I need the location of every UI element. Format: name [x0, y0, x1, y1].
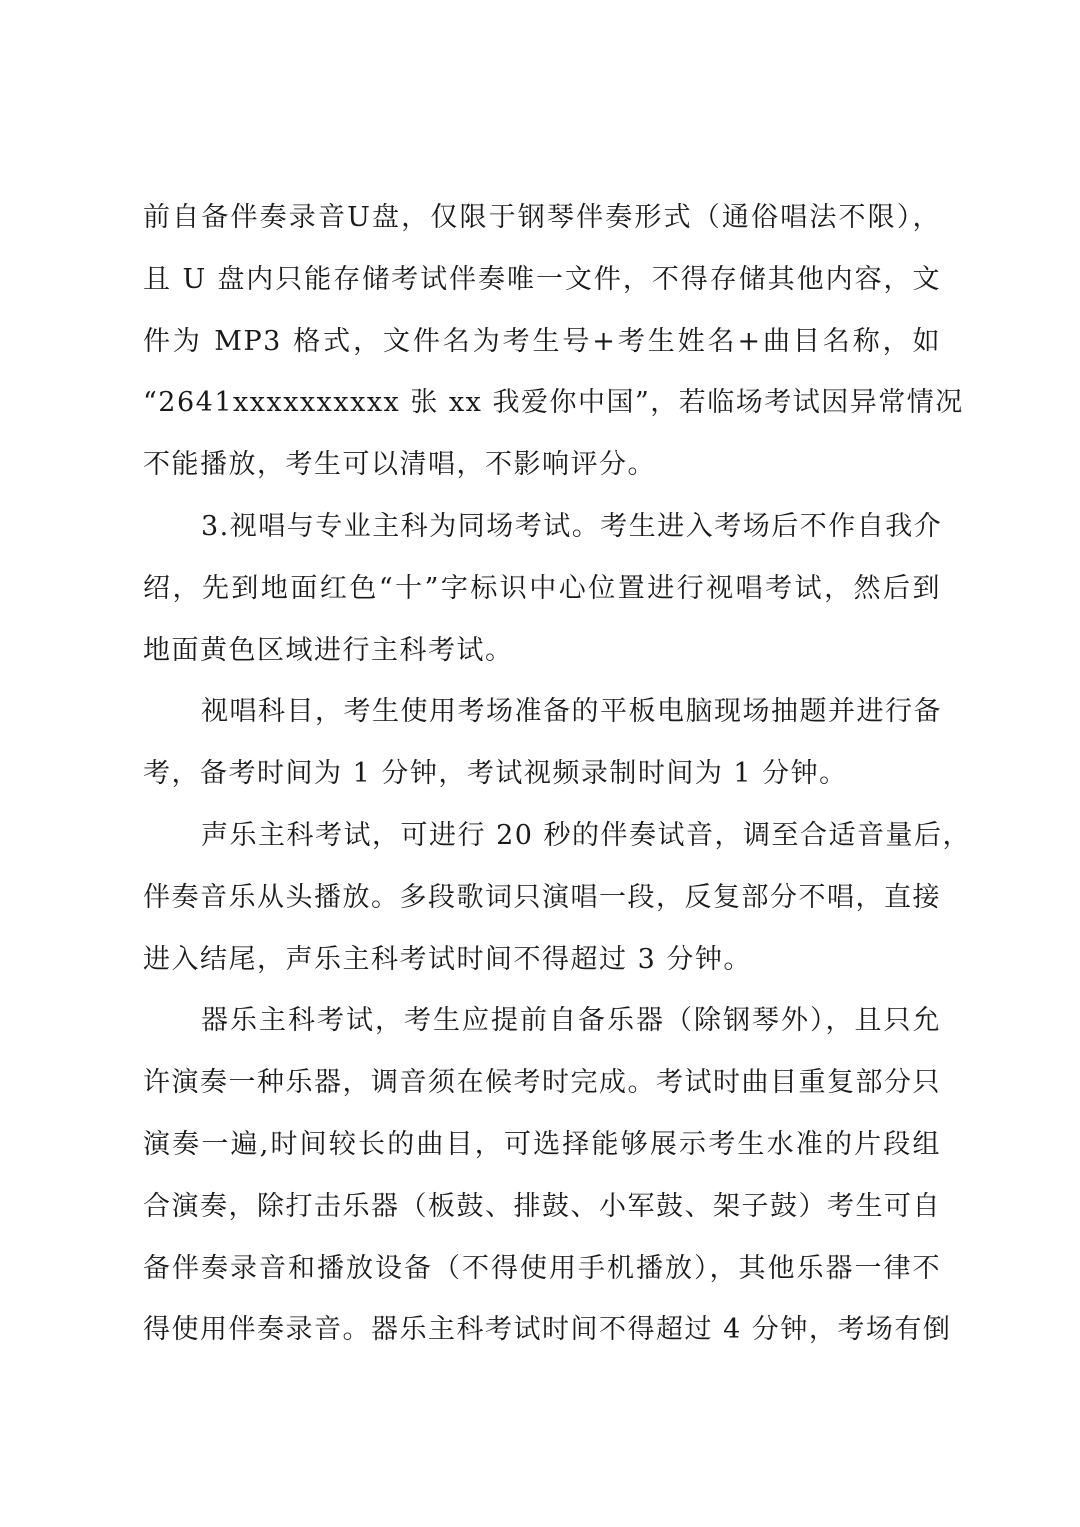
paragraph-sight-singing-same-session — [143, 496, 941, 681]
text-line: 且 U 盘内只能存储考试伴奏唯一文件，不得存储其他内容，文 — [143, 263, 941, 295]
text-line: 器乐主科考试，考生应提前自备乐器（除钢琴外），且只允 — [201, 1005, 941, 1037]
text-line: 视唱科目，考生使用考场准备的平板电脑现场抽题并进行备 — [201, 696, 942, 728]
paragraph-instrumental-major — [143, 990, 952, 1361]
text-line: 绍，先到地面红色“十”字标识中心位置进行视唱考试，然后到 — [143, 572, 941, 604]
paragraph-usb-accompaniment — [143, 187, 964, 496]
text-line: 备伴奏录音和播放设备（不得使用手机播放），其他乐器一律不 — [143, 1252, 941, 1284]
text-line: 进入结尾，声乐主科考试时间不得超过 3 分钟。 — [143, 943, 752, 975]
text-line: 演奏一遍,时间较长的曲目，可选择能够展示考生水准的片段组 — [143, 1128, 941, 1160]
text-line: 许演奏一种乐器，调音须在候考时完成。考试时曲目重复部分只 — [143, 1067, 941, 1099]
text-line: 3.视唱与专业主科为同场考试。考生进入考场后不作自我介 — [201, 510, 943, 542]
text-line: 件为 MP3 格式，文件名为考生号+考生姓名+曲目名称，如 — [143, 325, 941, 357]
document-body — [143, 187, 972, 1361]
paragraph-vocal-major — [143, 805, 972, 990]
text-line: 地面黄色区域进行主科考试。 — [143, 634, 514, 666]
text-line: 声乐主科考试，可进行 20 秒的伴奏试音，调至合适音量后， — [201, 819, 972, 851]
text-line: 伴奏音乐从头播放。多段歌词只演唱一段，反复部分不唱，直接 — [143, 881, 941, 913]
text-line: 前自备伴奏录音U盘，仅限于钢琴伴奏形式（通俗唱法不限）， — [143, 202, 941, 233]
text-line: 不能播放，考生可以清唱，不影响评分。 — [143, 449, 656, 481]
paragraph-sight-singing-subject — [143, 681, 941, 805]
text-line: “2641xxxxxxxxxx 张 xx 我爱你中国”，若临场考试因异常情况 — [143, 387, 964, 419]
text-line: 得使用伴奏录音。器乐主科考试时间不得超过 4 分钟，考场有倒 — [143, 1314, 952, 1346]
text-line: 考，备考时间为 1 分钟，考试视频录制时间为 1 分钟。 — [143, 758, 848, 790]
text-line: 合演奏，除打击乐器（板鼓、排鼓、小军鼓、架子鼓）考生可自 — [143, 1190, 941, 1222]
